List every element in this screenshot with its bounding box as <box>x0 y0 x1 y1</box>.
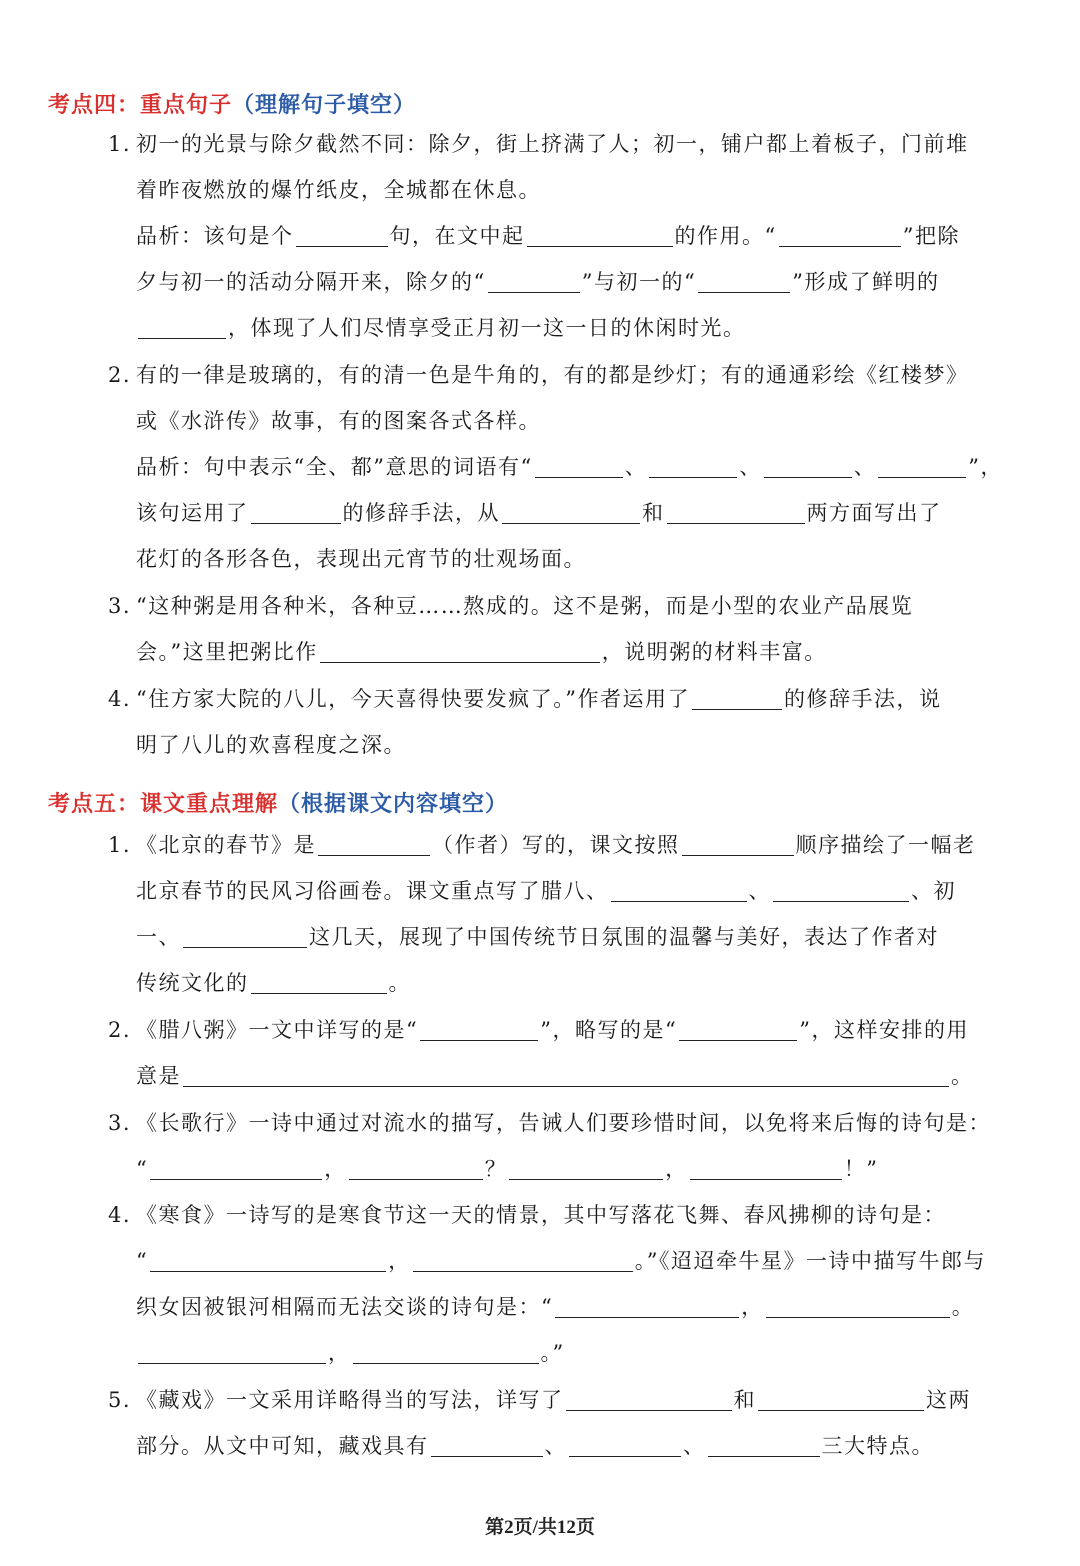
question-number: 1. <box>108 833 132 857</box>
question-line: 该句运用了 的修辞手法，从 和 两方面写出了 <box>136 490 966 536</box>
answer-blank[interactable] <box>569 1430 681 1457</box>
question-number: 3. <box>108 1111 132 1135</box>
question-line: 品析：该句是个 句，在文中起 的作用。“ ”把除 <box>136 213 966 259</box>
question-line: 5. 《藏戏》一文采用详略得当的写法，详写了 和 这两 <box>136 1377 966 1423</box>
question-line: 部分。从文中可知，藏戏具有 、 、 三大特点。 <box>136 1423 966 1469</box>
answer-blank[interactable] <box>138 1337 326 1364</box>
answer-blank[interactable] <box>183 1060 949 1087</box>
question-line: 会。”这里把粥比作 ，说明粥的材料丰富。 <box>136 629 966 675</box>
answer-blank[interactable] <box>150 1245 386 1272</box>
question-line: 明了八儿的欢喜程度之深。 <box>136 733 406 757</box>
answer-blank[interactable] <box>878 451 966 478</box>
answer-blank[interactable] <box>611 875 747 902</box>
question-line: ， 。” <box>136 1330 966 1376</box>
question-line: 北京春节的民风习俗画卷。课文重点写了腊八、 、 、初 <box>136 868 966 914</box>
question-line: “ ， 。”《迢迢牵牛星》一诗中描写牛郎与 <box>136 1238 966 1284</box>
question-line: 4. 《寒食》一诗写的是寒食节这一天的情景，其中写落花飞舞、春风拂柳的诗句是： <box>136 1192 966 1238</box>
answer-blank[interactable] <box>251 967 387 994</box>
question-line: 2. 有的一律是玻璃的，有的清一色是牛角的，有的都是纱灯；有的通通彩绘《红楼梦》 <box>136 352 966 398</box>
page-number: 第2页/共12页 <box>485 1517 595 1538</box>
question-number: 4. <box>108 687 132 711</box>
answer-blank[interactable] <box>566 1384 732 1411</box>
question-line: 意是 。 <box>136 1053 966 1099</box>
question-line: 1. 《北京的春节》是 （作者）写的，课文按照 顺序描绘了一幅老 <box>136 822 966 868</box>
answer-blank[interactable] <box>667 497 805 524</box>
section-title: 考点五：课文重点理解 <box>48 792 279 817</box>
answer-blank[interactable] <box>758 1384 924 1411</box>
question-line: 品析：句中表示“全、都”意思的词语有“ 、 、 、 ”， <box>136 444 966 490</box>
question-line: 或《水浒传》故事，有的图案各式各样。 <box>136 409 541 433</box>
section-subtitle: （理解句子填空） <box>232 93 417 118</box>
answer-blank[interactable] <box>649 451 737 478</box>
answer-blank[interactable] <box>488 266 580 293</box>
answer-blank[interactable] <box>779 220 901 247</box>
section-five-heading <box>48 787 508 818</box>
question-number: 4. <box>108 1203 132 1227</box>
question-line: 4. “住方家大院的八儿，今天喜得快要发疯了。”作者运用了 的修辞手法，说 <box>136 676 966 722</box>
answer-blank[interactable] <box>296 220 388 247</box>
answer-blank[interactable] <box>692 683 782 710</box>
question-line: ，体现了人们尽情享受正月初一这一日的休闲时光。 <box>136 305 966 351</box>
question-line: 一、 这几天，展现了中国传统节日氛围的温馨与美好，表达了作者对 <box>136 914 966 960</box>
answer-blank[interactable] <box>502 497 640 524</box>
answer-blank[interactable] <box>353 1337 539 1364</box>
answer-blank[interactable] <box>764 451 852 478</box>
answer-blank[interactable] <box>349 1153 483 1180</box>
question-line: “ ， ？ ， ！” <box>136 1146 966 1192</box>
answer-blank[interactable] <box>318 829 430 856</box>
answer-blank[interactable] <box>773 875 909 902</box>
answer-blank[interactable] <box>698 266 790 293</box>
question-number: 2. <box>108 1018 132 1042</box>
question-line: 2. 《腊八粥》一文中详写的是“ ”，略写的是“ ”，这样安排的用 <box>136 1007 966 1053</box>
question-line: 传统文化的 。 <box>136 960 966 1006</box>
answer-blank[interactable] <box>320 636 600 663</box>
answer-blank[interactable] <box>138 312 226 339</box>
section-four-heading <box>48 88 416 119</box>
question-line: 织女因被银河相隔而无法交谈的诗句是：“ ， 。 <box>136 1284 966 1330</box>
answer-blank[interactable] <box>413 1245 633 1272</box>
answer-blank[interactable] <box>183 921 307 948</box>
question-line: 花灯的各形各色，表现出元宵节的壮观场面。 <box>136 547 586 571</box>
section-title: 考点四：重点句子 <box>48 93 233 118</box>
answer-blank[interactable] <box>682 829 794 856</box>
answer-blank[interactable] <box>150 1153 322 1180</box>
question-number: 1. <box>108 132 132 156</box>
answer-blank[interactable] <box>708 1430 820 1457</box>
question-line: 夕与初一的活动分隔开来，除夕的“ ”与初一的“ ”形成了鲜明的 <box>136 259 966 305</box>
answer-blank[interactable] <box>679 1014 797 1041</box>
answer-blank[interactable] <box>555 1291 739 1318</box>
answer-blank[interactable] <box>535 451 623 478</box>
question-line: 3. 《长歌行》一诗中通过对流水的描写，告诫人们要珍惜时间，以免将来后悔的诗句是： <box>136 1100 966 1146</box>
answer-blank[interactable] <box>431 1430 543 1457</box>
question-number: 5. <box>108 1388 132 1412</box>
answer-blank[interactable] <box>766 1291 950 1318</box>
question-number: 3. <box>108 594 132 618</box>
section-subtitle: （根据课文内容填空） <box>278 792 509 817</box>
question-line: 3. “这种粥是用各种米，各种豆……熬成的。这不是粥，而是小型的农业产品展览 <box>136 583 966 629</box>
answer-blank[interactable] <box>509 1153 663 1180</box>
question-number: 2. <box>108 363 132 387</box>
question-line: 1. 初一的光景与除夕截然不同：除夕，街上挤满了人；初一，铺户都上着板子，门前堆 <box>136 121 966 167</box>
answer-blank[interactable] <box>527 220 673 247</box>
question-line: 着昨夜燃放的爆竹纸皮，全城都在休息。 <box>136 178 541 202</box>
answer-blank[interactable] <box>420 1014 538 1041</box>
answer-blank[interactable] <box>251 497 341 524</box>
answer-blank[interactable] <box>690 1153 842 1180</box>
